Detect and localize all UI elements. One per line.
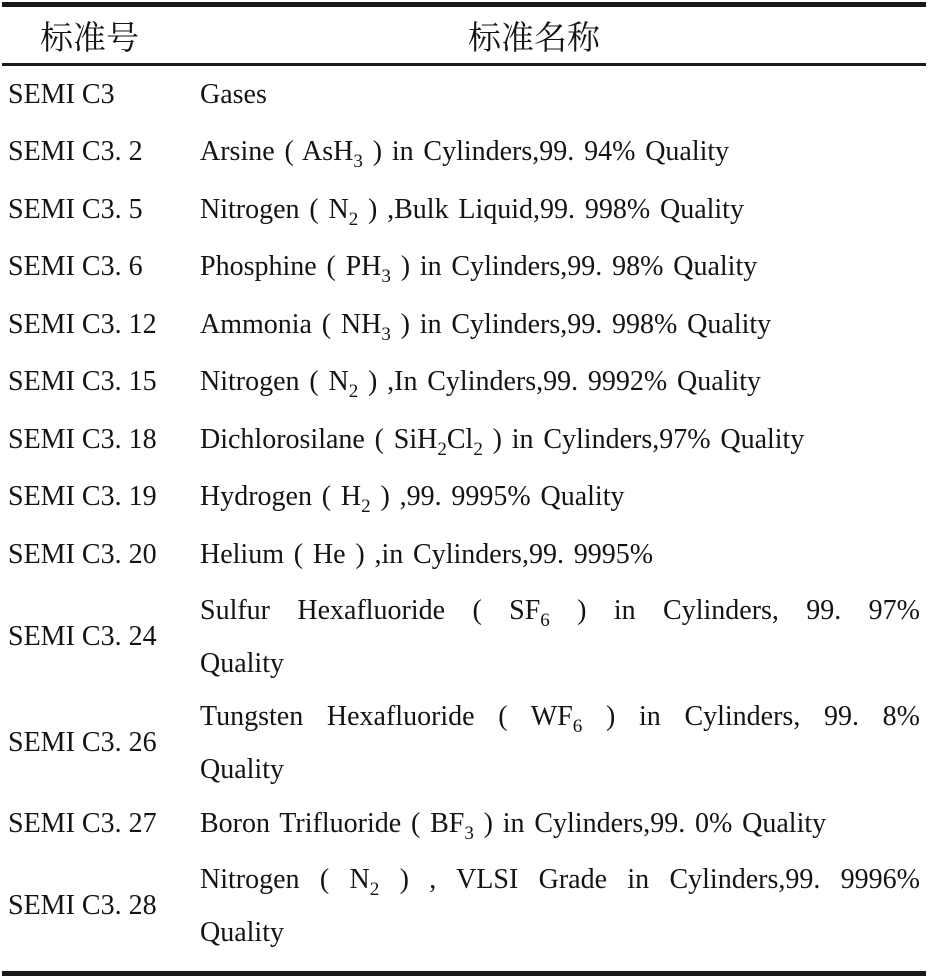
table-row bbox=[0, 124, 928, 182]
standard-name-cell bbox=[200, 806, 928, 845]
standard-number-cell: SEMI C3. 18 bbox=[8, 423, 157, 455]
table-row bbox=[0, 296, 928, 354]
standard-name-line: Nitrogen ( $N_2$ ) ,Bulk Liquid,99. 998% Quality bbox=[200, 193, 744, 230]
standard-number-cell: SEMI C3. 24 bbox=[8, 620, 157, 652]
table-header-row bbox=[0, 7, 928, 63]
standard-number-cell: SEMI C3. 28 bbox=[8, 890, 157, 921]
table-row bbox=[0, 469, 928, 527]
standard-number-cell: SEMI C3. 26 bbox=[8, 726, 157, 758]
standard-number-cell: SEMI C3. 19 bbox=[8, 481, 157, 513]
formula-subscript: 3 bbox=[381, 323, 391, 345]
standard-name-line: Dichlorosilane ( $SiH_2Cl_2$ ) in Cylinders,97% Quality bbox=[200, 423, 805, 460]
formula-subscript: 6 bbox=[540, 609, 550, 631]
standard-name-line: Boron Trifluoride ( $BF_3$ ) in Cylinders,99. 0% Quality bbox=[200, 808, 827, 845]
standard-number-cell: SEMI C3. 20 bbox=[8, 538, 157, 570]
standard-name-line: Sulfur Hexafluoride ( $SF_6$ ) in Cylinders, 99. 97% bbox=[200, 594, 920, 631]
table-row bbox=[0, 66, 928, 124]
formula-subscript: 3 bbox=[464, 823, 474, 845]
table-row bbox=[0, 239, 928, 297]
formula-subscript: 3 bbox=[353, 151, 363, 173]
standard-name-cell bbox=[200, 192, 928, 228]
standard-name-line: Ammonia ( $NH_3$ ) in Cylinders,99. 998% Quality bbox=[200, 308, 772, 345]
standard-name-line: Hydrogen ( $H_2$ ) ,99. 9995% Quality bbox=[200, 481, 625, 518]
standard-name-line: Quality bbox=[200, 753, 284, 785]
table-row bbox=[0, 354, 928, 412]
standard-number-cell: SEMI C3 bbox=[8, 78, 115, 110]
standard-name-cell bbox=[200, 690, 928, 796]
formula-subscript: 2 bbox=[473, 438, 483, 460]
table-row bbox=[0, 526, 928, 584]
formula-subscript: 2 bbox=[348, 208, 359, 230]
standard-number-cell: SEMI C3. 6 bbox=[8, 251, 143, 283]
formula-subscript: 2 bbox=[437, 438, 447, 460]
standard-name-line: Nitrogen ( $N_2$ ) , VLSI Grade in Cylinders,99. 9996% bbox=[200, 864, 920, 901]
table-row bbox=[0, 584, 928, 690]
standard-name-line: Nitrogen ( $N_2$ ) ,In Cylinders,99. 9992% Quality bbox=[200, 366, 762, 403]
standard-number-cell: SEMI C3. 12 bbox=[8, 308, 157, 340]
standard-name-line: Quality bbox=[200, 917, 284, 948]
standard-name-line: Helium ( He ) ,in Cylinders,99. 9995% bbox=[200, 538, 654, 570]
standard-name-cell bbox=[200, 307, 928, 343]
table-body bbox=[0, 66, 928, 971]
table-bottom-rule bbox=[2, 971, 926, 976]
standard-name-line: Gases bbox=[200, 78, 267, 110]
table-row bbox=[0, 411, 928, 469]
table-row bbox=[0, 690, 928, 796]
formula-subscript: 6 bbox=[572, 715, 583, 737]
header-standard-name: 标准名称 bbox=[468, 20, 600, 57]
standard-number-cell: SEMI C3. 5 bbox=[8, 193, 143, 225]
standard-name-cell bbox=[200, 134, 928, 173]
standard-name-cell bbox=[200, 77, 928, 113]
formula-subscript: 2 bbox=[348, 381, 359, 403]
standard-name-line: Phosphine ( $PH_3$ ) in Cylinders,99. 98% Quality bbox=[200, 251, 758, 288]
standard-number-cell: SEMI C3. 15 bbox=[8, 366, 157, 398]
standard-name-cell bbox=[200, 537, 928, 573]
standard-name-cell bbox=[200, 479, 928, 518]
standard-name-cell bbox=[200, 584, 928, 690]
formula-subscript: 2 bbox=[369, 879, 380, 901]
standard-name-line: Arsine ( AsH$_3$ ) in Cylinders,99. 94% Quality bbox=[200, 136, 730, 173]
table-row bbox=[0, 181, 928, 239]
standard-name-cell bbox=[200, 853, 928, 959]
standard-name-line: Quality bbox=[200, 647, 284, 679]
standard-name-cell bbox=[200, 422, 928, 458]
formula-subscript: 2 bbox=[361, 496, 371, 518]
standard-number-cell: SEMI C3. 2 bbox=[8, 136, 143, 168]
formula-subscript: 3 bbox=[381, 266, 391, 288]
standard-number-cell: SEMI C3. 27 bbox=[8, 808, 157, 840]
table-row bbox=[0, 796, 928, 854]
standard-name-cell bbox=[200, 364, 928, 403]
standard-name-cell bbox=[200, 249, 928, 288]
table-row bbox=[0, 853, 928, 959]
header-standard-number: 标准号 bbox=[40, 20, 139, 57]
standard-name-line: Tungsten Hexafluoride ( $WF_6$ ) in Cylinders, 99. 8% bbox=[200, 700, 921, 737]
